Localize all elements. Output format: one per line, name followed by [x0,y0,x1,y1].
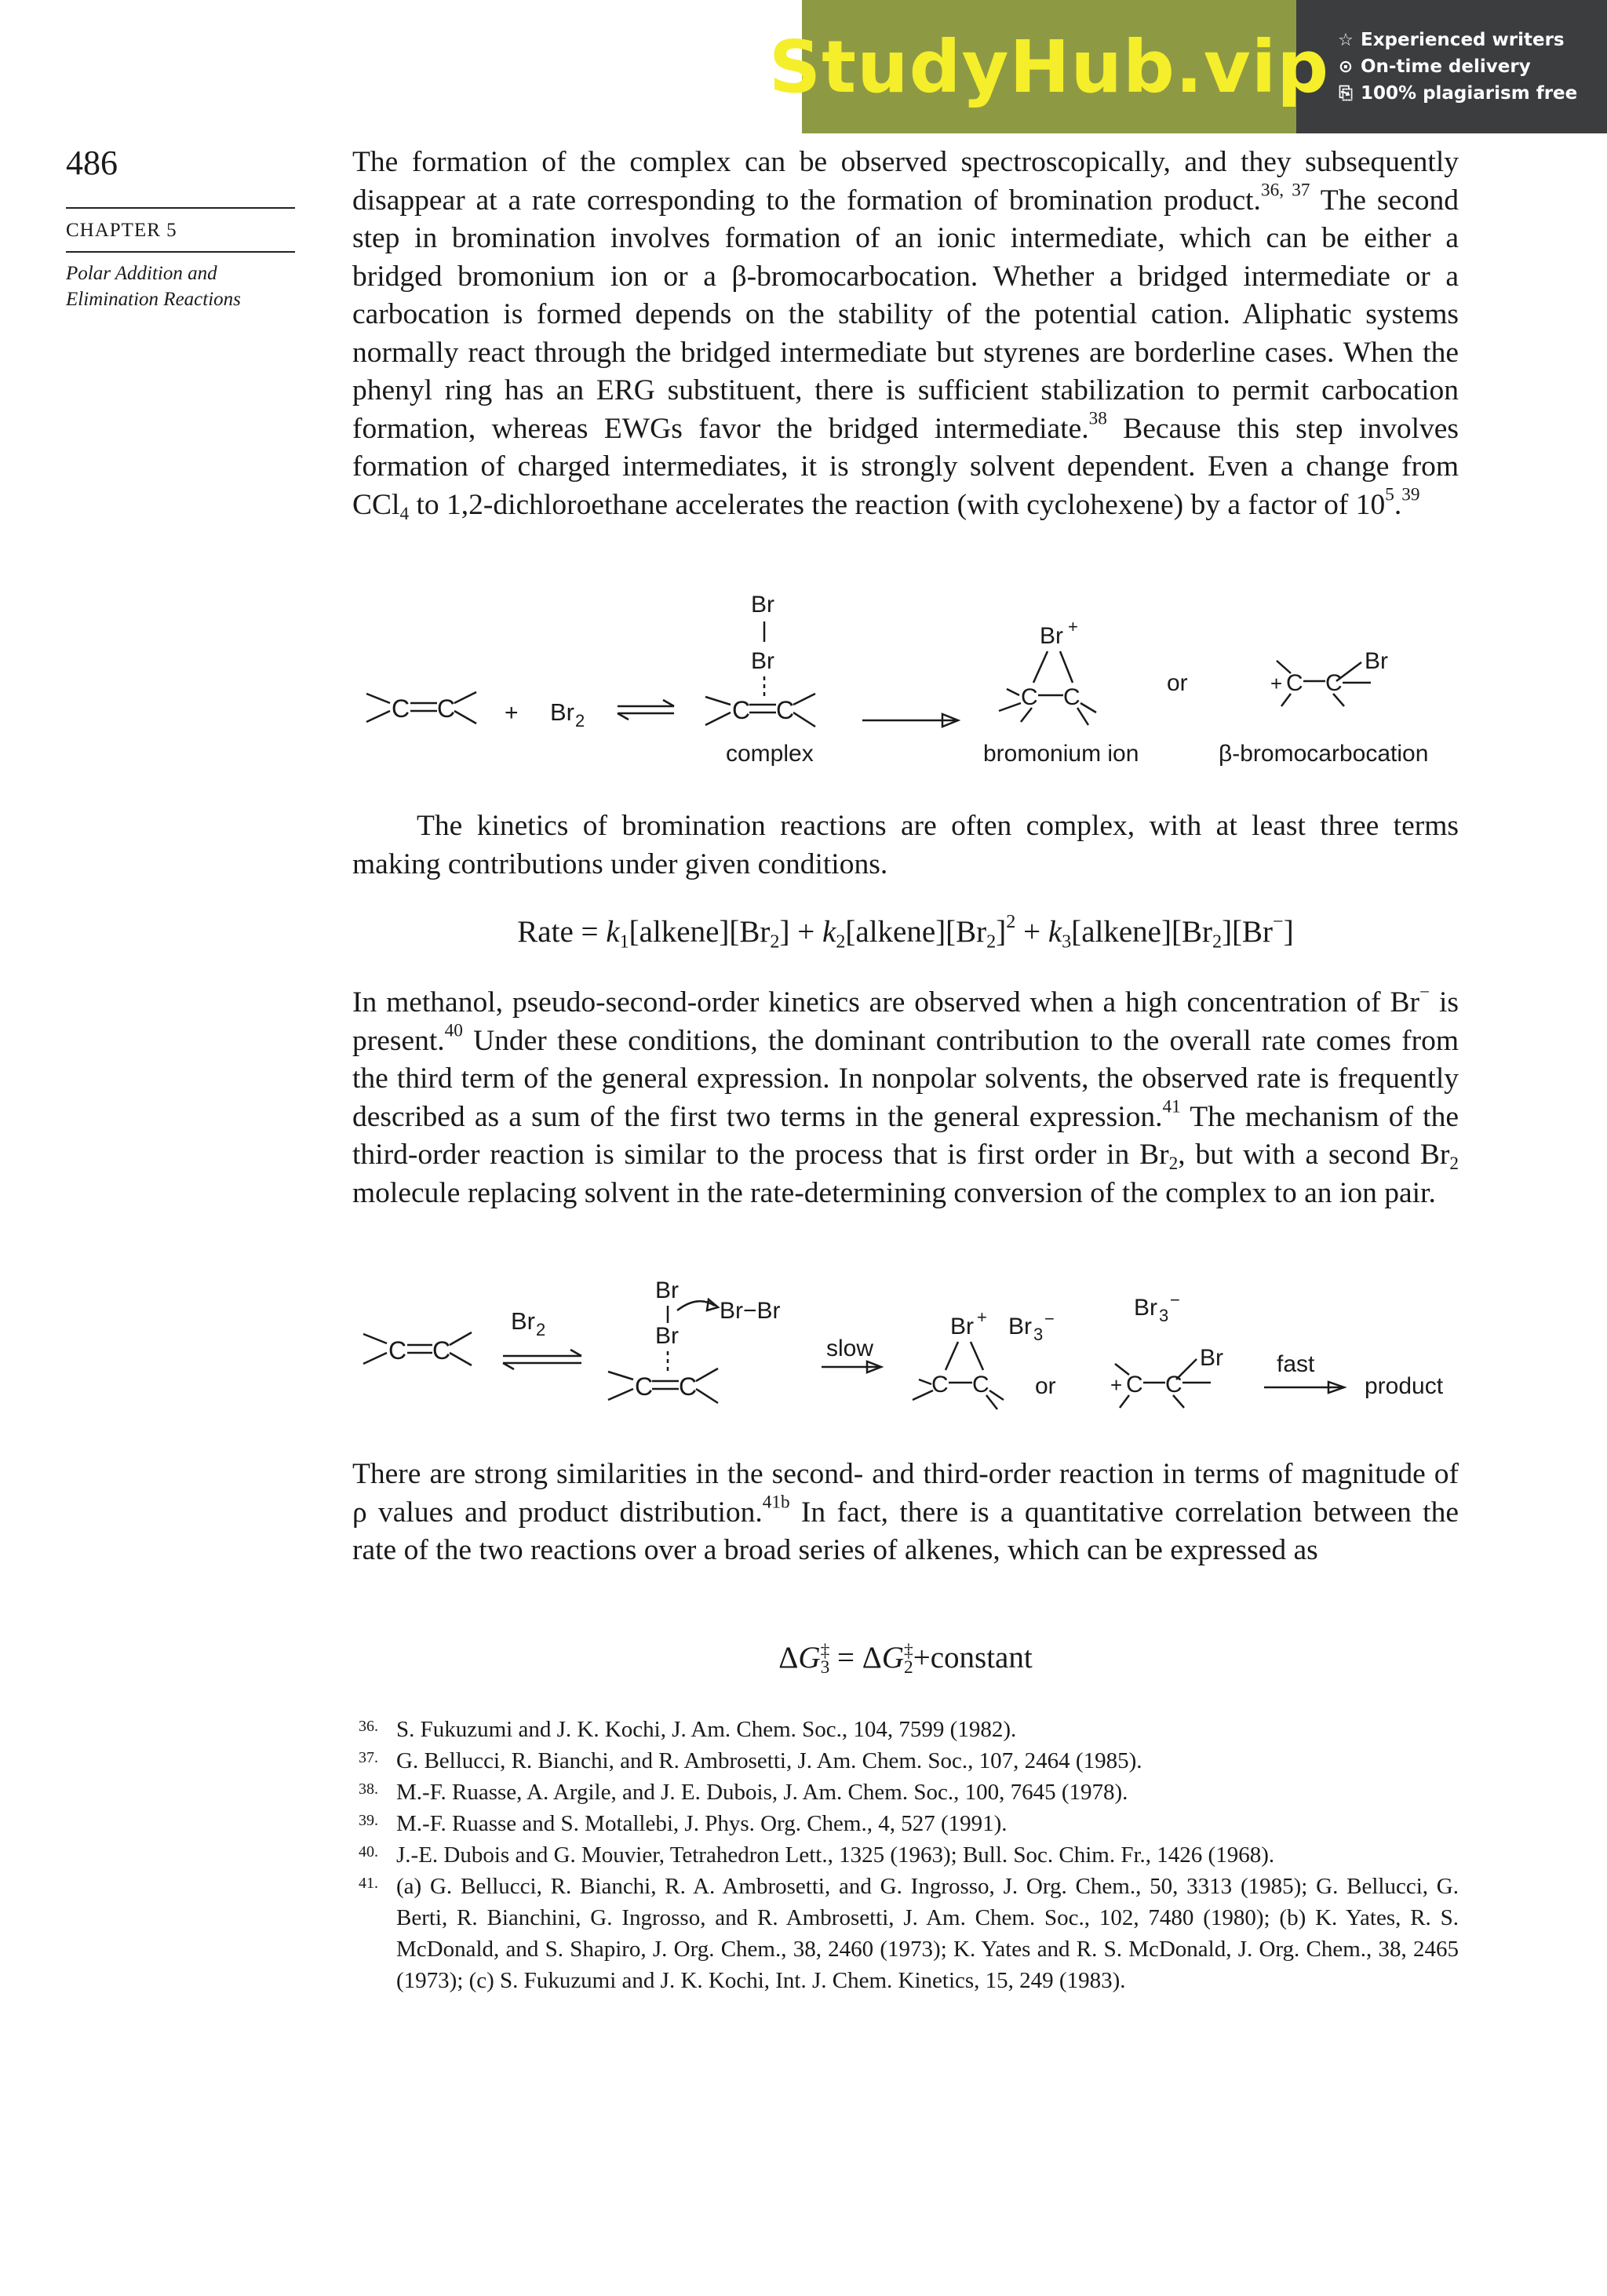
svg-text:−: − [1044,1309,1055,1328]
bromonium-ion-structure [983,617,1139,767]
svg-text:C: C [1063,684,1080,710]
svg-text:C: C [388,1336,407,1365]
svg-text:C: C [392,694,410,723]
reference-38: 38. M.-F. Ruasse, A. Argile, and J. E. Dubois, J. Am. Chem. Soc., 100, 7645 (1978). [352,1777,1459,1808]
reference-37: 37. G. Bellucci, R. Bianchi, and R. Ambrosetti, J. Am. Chem. Soc., 107, 2464 (1985). [352,1745,1459,1777]
citation: 41b [762,1492,790,1513]
bromine-reagent [550,698,585,731]
svg-text:Br: Br [950,1314,974,1339]
margin-rule-bottom [66,251,295,253]
svg-text:Br: Br [1200,1345,1223,1371]
svg-text:Br: Br [1365,648,1388,674]
svg-text:−: − [1170,1290,1180,1310]
reaction-arrow-slow [822,1361,881,1372]
reaction-arrow-fast [1264,1382,1344,1393]
bromination-complex-scheme [352,587,1459,775]
svg-text:Br: Br [751,648,774,674]
svg-text:Br: Br [751,592,774,618]
rate-equation: Rate = $k_1[alkene][Br_2]$ + $k_2[alkene][Br_2]^2$ + $k_3[alkene][Br_2][Br^-]$ [517,910,1294,953]
beta-bromocarbocation-label: β-bromocarbocation [1219,741,1429,767]
equilibrium-arrow [503,1350,581,1369]
carbocation-ion-pair [1110,1290,1223,1408]
svg-text:+: + [1270,672,1283,695]
chapter-label: CHAPTER 5 [66,220,177,241]
svg-text:Br: Br [1040,623,1063,649]
svg-text:C: C [1021,684,1038,710]
svg-text:C: C [1165,1372,1182,1398]
citation: 39 [1401,484,1420,505]
svg-text:C: C [1126,1372,1143,1398]
slow-label: slow [826,1336,874,1361]
svg-text:C: C [635,1372,654,1401]
svg-text:+: + [1110,1373,1123,1397]
svg-text:2: 2 [536,1320,546,1339]
bromine-complex-with-second-br2 [608,1277,781,1403]
svg-text:C: C [931,1372,949,1398]
free-energy-equation: ΔG ‡ 3 = ΔG ‡ 2 +constant [778,1640,1033,1678]
svg-text:Br: Br [1134,1295,1157,1321]
page-number: 486 [66,144,118,182]
reference-41: 41. (a) G. Bellucci, R. Bianchi, R. A. Ambrosetti, and G. Ingrosso, J. Org. Chem., 50, 3313 (1985); G. Bellucci, G. Berti, R. Bianchini, G. Ingrosso, and R. Ambrosetti, J. Am. Chem. Soc., 102, 7480 (1980); (b) K. Yates, R. S. McDonald, and S. Shapiro, J. Org. Chem., 38, 2460 (1973); K. Yates and R. S. McDonald, J. Org. Chem., 38, 2465 (1973); (c) S. Fukuzumi and J. K. Kochi, Int. J. Chem. Kinetics, 15, 249 (1983). [352,1871,1459,1996]
reference-40: 40. J.-E. Dubois and G. Mouvier, Tetrahedron Lett., 1325 (1963); Bull. Soc. Chim. Fr., 1426 (1968). [352,1839,1459,1871]
paragraph-kinetics: The kinetics of bromination reactions are often complex, with at least three terms making contributions under given conditions. [352,810,1459,880]
paragraph-third-order: In methanol, pseudo-second-order kinetics are observed when a high concentration of Br− is present.$^{40}$ Under these conditions, the dominant contribution to the overall rate comes from the third term of the general expression. In nonpolar solvents, the observed rate is frequently described as a sum of the first two terms in the general expression.$^{41}$ The mechanism of the third-order reaction is similar to the process that is first order in $Br_2$, but with a second $Br_2$ molecule replacing solvent in the rate-determining conversion of the complex to an ion pair. [352,982,1459,1209]
svg-text:2: 2 [575,711,585,731]
feature-label: 100% plagiarism free [1361,83,1578,104]
alkene-structure [366,692,476,723]
svg-text:Br: Br [655,1323,679,1349]
third-order-mechanism-scheme [352,1271,1459,1428]
svg-text:3: 3 [1159,1306,1169,1325]
reference-36: 36. S. Fukuzumi and J. K. Kochi, J. Am. Chem. Soc., 104, 7599 (1982). [352,1714,1459,1745]
bromonium-ion-label: bromonium ion [983,741,1139,767]
svg-text:Br: Br [511,1307,535,1335]
reference-39: 39. M.-F. Ruasse and S. Motallebi, J. Phys. Org. Chem., 4, 527 (1991). [352,1808,1459,1839]
feature-on-time-delivery [1337,56,1607,77]
product-label: product [1365,1373,1444,1399]
star-icon: ☆ [1338,30,1354,50]
svg-text:Br: Br [1008,1314,1032,1339]
svg-text:+: + [977,1307,987,1327]
citation: 40 [444,1020,463,1041]
citation: 36, 37 [1260,180,1310,201]
banner-feature-list [1296,0,1607,133]
svg-text:C: C [1325,670,1343,696]
svg-text:Br: Br [655,1277,679,1303]
plus-sign: + [505,700,519,726]
svg-text:3: 3 [1033,1325,1044,1344]
fast-label: fast [1277,1351,1315,1377]
svg-text:C: C [437,694,456,723]
footnote-references [352,1714,1459,1996]
complex-label: complex [726,741,814,767]
margin-rule-top [66,207,295,209]
equilibrium-arrow [618,700,674,720]
reference-number: 37. [359,1749,378,1766]
alkene-structure [363,1332,472,1365]
svg-text:C: C [776,696,795,724]
svg-text:C: C [432,1336,451,1365]
svg-text:Br−Br: Br−Br [720,1298,781,1324]
beta-bromocarbocation-structure [1219,648,1428,767]
reference-number: 41. [359,1875,378,1892]
paragraph-bromination-intro: The formation of the complex can be observed spectroscopically, and they subsequently disappear at a rate corresponding to the formation of bromination product.$^{36, 37}$ The second step in bromination involves formation of an ionic intermediate, which can be either a bridged bromonium ion or a β-bromocarbocation. Whether a bridged intermediate or a carbocation is formed depends on the stability of the potential cation. Aliphatic systems normally react through the bridged intermediate but styrenes are borderline cases. When the phenyl ring has an ERG substituent, there is sufficient stabilization to permit carbocation formation, whereas EWGs favor the bridged intermediate.$^{38}$ Because this step involves formation of charged intermediates, it is strongly solvent dependent. Even a change from CCl$_4$ to 1,2-dichloroethane accelerates the reaction (with cyclohexene) by a factor of $10^5.^{39}$ [352,146,1459,524]
reference-number: 38. [359,1780,378,1798]
citation: 38 [1088,408,1107,429]
feature-experienced-writers [1337,30,1607,50]
svg-text:C: C [1286,670,1303,696]
svg-text:C: C [732,696,751,724]
reference-number: 40. [359,1843,378,1860]
reference-number: 36. [359,1718,378,1735]
svg-text:C: C [972,1372,989,1398]
svg-text:+: + [1068,617,1078,636]
bromine-alkene-complex [705,592,815,767]
feature-label: On-time delivery [1361,56,1531,77]
paragraph-correlation: There are strong similarities in the second- and third-order reaction in terms of magnitude of ρ values and product distribution.$^{41b}$ In fact, there is a quantitative correlation between the rate of the two reactions over a broad series of alkenes, which can be expressed as [352,1458,1459,1566]
svg-text:Br: Br [550,698,574,726]
svg-text:C: C [679,1372,698,1401]
studyhub-logo[interactable]: StudyHub.vip [768,24,1330,109]
section-title: Polar Addition and Elimination Reactions [66,263,241,310]
studyhub-logo-box[interactable] [768,0,1330,133]
feature-plagiarism-free [1337,83,1607,104]
bromonium-ion-pair [913,1307,1055,1409]
clock-icon: ⊙ [1338,56,1354,77]
or-label: or [1035,1373,1056,1399]
feature-label: Experienced writers [1361,30,1565,50]
studyhub-banner[interactable] [768,0,1607,133]
document-icon: ⎘ [1339,83,1353,104]
reaction-arrow [862,714,958,727]
or-label: or [1167,670,1188,696]
bromine-reagent [511,1307,545,1339]
reference-number: 39. [359,1812,378,1829]
citation: 41 [1162,1096,1181,1117]
